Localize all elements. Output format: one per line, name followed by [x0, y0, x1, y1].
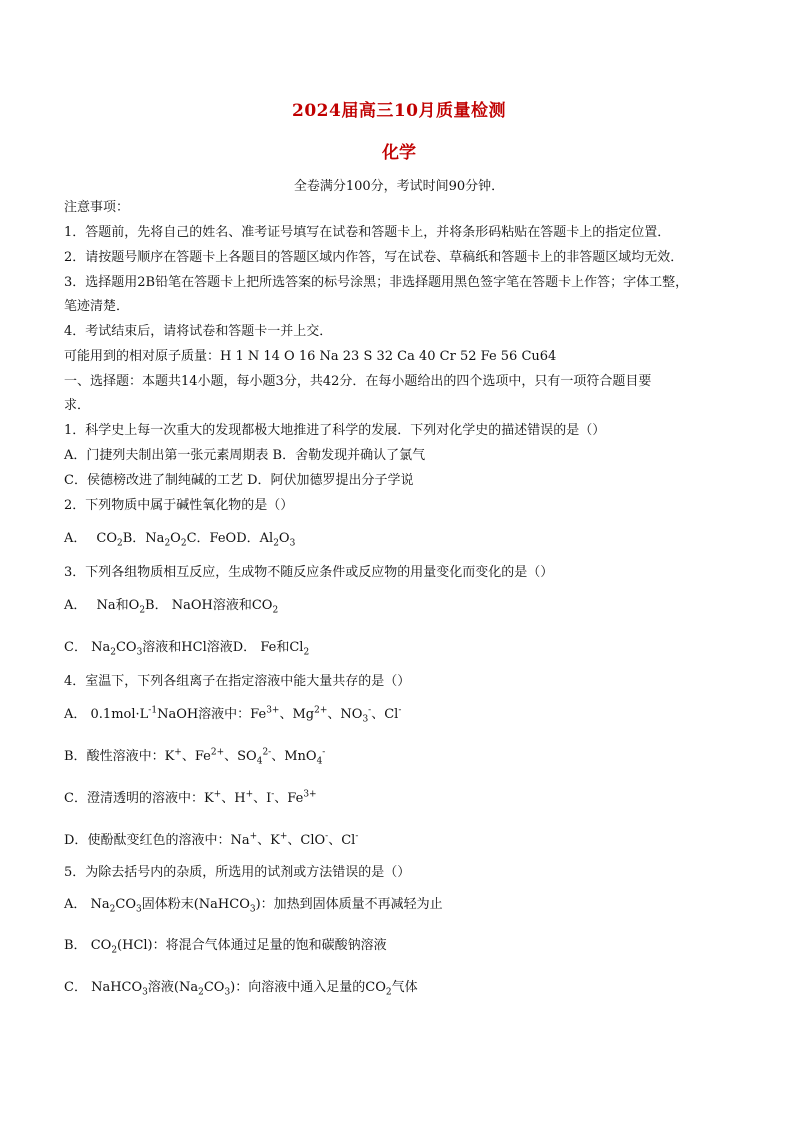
question-5-option-b: B． $CO_2(HCl)$：将混合气体通过足量的饱和碳酸钠溶液	[64, 938, 387, 956]
option-c-formula: FeO	[209, 531, 237, 546]
question-4-option-b: B．酸性溶液中：K+、$Fe^{2+}$、$SO_4^{2-}$、MnO$_4$-	[64, 747, 326, 767]
full-score-note: 全卷满分100分，考试时间90分钟．	[293, 179, 505, 194]
question-5-option-c: C． NaHCO$_3$溶液$(Na_2CO_3)$：向溶液中通入足量的$CO_2$气体	[64, 980, 418, 998]
option-b-label: B．	[122, 531, 146, 546]
option-d-label: D．	[236, 531, 260, 546]
question-4-option-a: A． $0.1mol\cdot L^{-1}NaOH$溶液中：$Fe^{3+}$、$Mg^{2+}$、$NO_3^-$、Cl-	[64, 705, 402, 725]
question-2-options	[64, 530, 295, 548]
section-intro-cont: 求．	[64, 398, 91, 413]
option-b-formula: $Na_2O_2$	[145, 531, 187, 549]
question-3-options-ab: A． Na和$O_2B$． NaOH溶液和$CO_2$	[64, 598, 279, 616]
question-3-stem: 3．下列各组物质相互反应，生成物不随反应条件或反应物的用量变化而变化的是（）	[64, 565, 554, 580]
option-d-formula: $Al_2O_3$	[259, 531, 296, 549]
exam-title: 2024届高三10月质量检测	[292, 101, 506, 121]
question-4-stem: 4．室温下，下列各组离子在指定溶液中能大量共存的是（）	[64, 674, 411, 689]
exam-subject: 化学	[382, 143, 416, 163]
question-2-stem: 2．下列物质中属于碱性氧化物的是（）	[64, 498, 294, 513]
question-1-options-ab: A．门捷列夫制出第一张元素周期表 B．舍勒发现并确认了氯气	[64, 448, 426, 463]
section-intro: 一、选择题：本题共14小题，每小题3分，共42分．在每小题给出的四个选项中，只有一项符合题目要	[64, 374, 652, 389]
atomic-masses: 可能用到的相对原子质量：H 1 N 14 O 16 Na 23 S 32 Ca 40 Cr 52 Fe 56 Cu64	[64, 349, 557, 364]
notice-item-1: 1．答题前，先将自己的姓名、准考证号填写在试卷和答题卡上，并将条形码粘贴在答题卡上的指定位置．	[64, 225, 671, 240]
option-a-formula: $CO_2$	[96, 531, 123, 549]
notice-item-3-cont: 笔迹清楚．	[64, 299, 130, 314]
question-4-option-c: C．澄清透明的溶液中：K+、H+、I-、$Fe^{3+}$	[64, 789, 317, 806]
notice-item-3: 3．选择题用2B铅笔在答题卡上把所选答案的标号涂黑；非选择题用黑色签字笔在答题卡上作答；字体工整，	[64, 275, 689, 290]
question-4-option-d: D．使酚酞变红色的溶液中：Na+、K+、ClO-、Cl-	[64, 831, 359, 848]
option-c-label: C．	[186, 531, 210, 546]
option-a-label: A．	[64, 531, 87, 546]
question-5-option-a: A． $Na_2CO_3$固体粉末(NaHCO$_3$)：加热到固体质量不再减轻为止	[64, 897, 443, 915]
question-3-options-cd: C． $Na_2CO_3$溶液和HCl溶液D． Fe和$Cl_2$	[64, 640, 310, 658]
notice-item-4: 4．考试结束后，请将试卷和答题卡一并上交．	[64, 324, 333, 339]
question-1-stem: 1．科学史上每一次重大的发现都极大地推进了科学的发展．下列对化学史的描述错误的是（）	[64, 423, 606, 438]
notice-item-2: 2．请按题号顺序在答题卡上各题目的答题区域内作答，写在试卷、草稿纸和答题卡上的非答题区域均无效．	[64, 250, 684, 265]
question-1-options-cd: C．侯德榜改进了制纯碱的工艺 D．阿伏加德罗提出分子学说	[64, 473, 414, 488]
notice-heading: 注意事项：	[64, 200, 130, 215]
question-5-stem: 5．为除去括号内的杂质，所选用的试剂或方法错误的是（）	[64, 865, 411, 880]
